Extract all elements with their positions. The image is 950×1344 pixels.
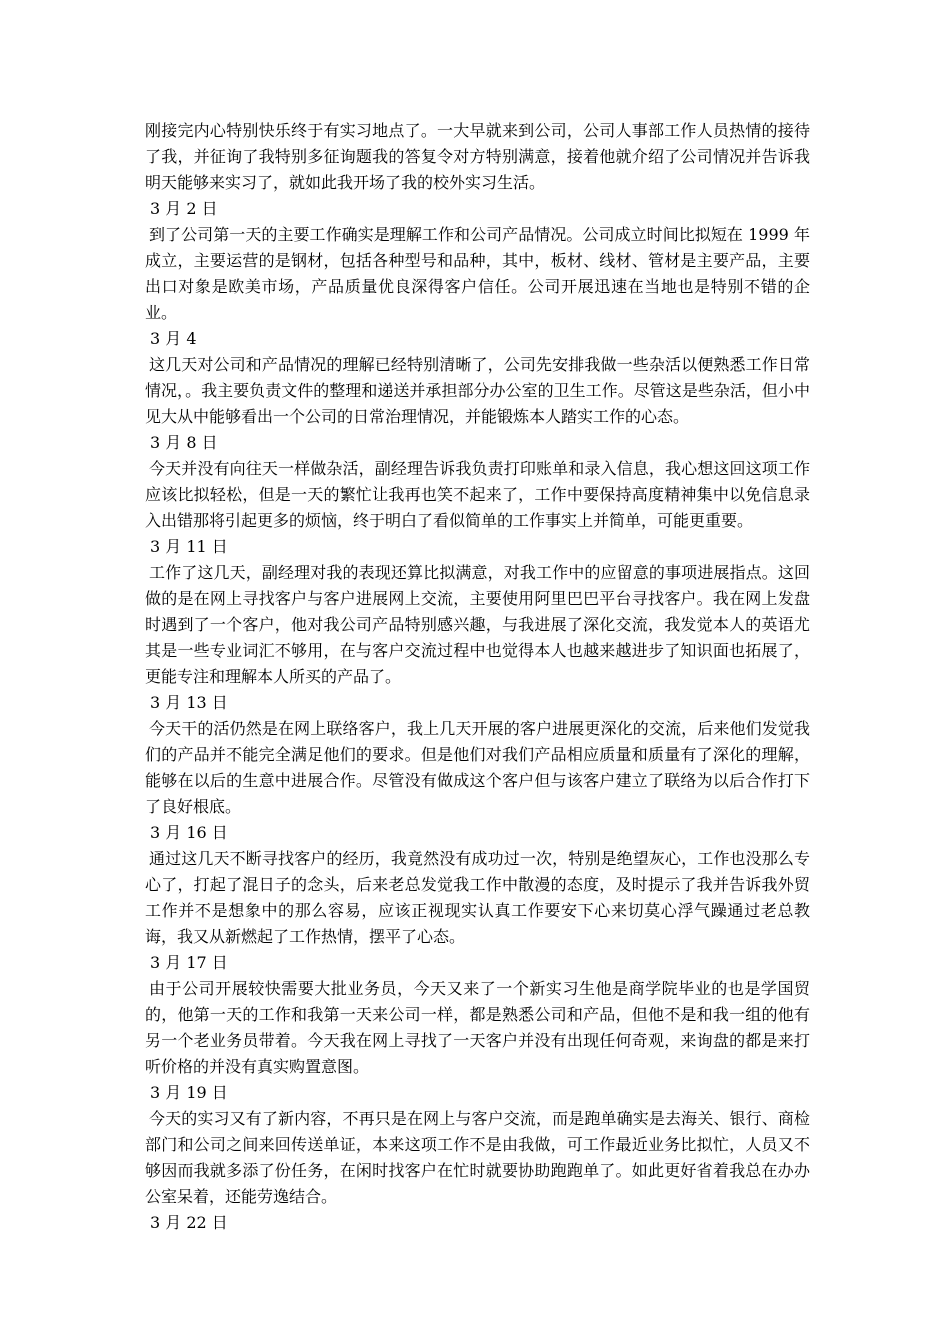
entry-paragraph: 工作了这几天，副经理对我的表现还算比拟满意，对我工作中的应留意的事项进展指点。这回做的是在网上寻找客户与客户进展网上交流，主要使用阿里巴巴平台寻找客户。我在网上发盘时遇到了一个客户，他对我公司产品特别感兴趣，与我进展了深化交流，我发觉本人的英语尤其是一些专业词汇不够用，在与客户交流过程中也觉得本人也越来越进步了知识面也拓展了，更能专注和理解本人所买的产品了。 bbox=[145, 563, 810, 686]
entry-date: 3 月 4 bbox=[150, 329, 197, 348]
entry-paragraph: 这几天对公司和产品情况的理解已经特别清晰了，公司先安排我做一些杂活以便熟悉工作日常情况，。我主要负责文件的整理和递送并承担部分办公室的卫生工作。尽管这是些杂活，但小中见大从中能够看出一个公司的日常治理情况，并能锻炼本人踏实工作的心态。 bbox=[145, 355, 810, 426]
intro-paragraph: 刚接完内心特别快乐终于有实习地点了。一大早就来到公司，公司人事部工作人员热情的接待了我，并征询了我特别多征询题我的答复令对方特别满意，接着他就介绍了公司情况并告诉我明天能够来实习了，就如此我开场了我的校外实习生活。 bbox=[145, 121, 810, 192]
entry-paragraph: 今天并没有向往天一样做杂活，副经理告诉我负责打印账单和录入信息，我心想这回这项工作应该比拟轻松，但是一天的繁忙让我再也笑不起来了，工作中要保持高度精神集中以免信息录入出错那将引起更多的烦恼，终于明白了看似简单的工作事实上并简单，可能更重要。 bbox=[145, 459, 810, 530]
entry-paragraph: 今天的实习又有了新内容，不再只是在网上与客户交流，而是跑单确实是去海关、银行、商检部门和公司之间来回传送单证，本来这项工作不是由我做，可工作最近业务比拟忙，人员又不够因而我就多添了份任务，在闲时找客户在忙时就要协助跑跑单了。如此更好省着我总在办办公室呆着，还能劳逸结合。 bbox=[145, 1109, 810, 1206]
entry-date: 3 月 17 日 bbox=[150, 953, 228, 972]
entry-date: 3 月 11 日 bbox=[150, 537, 228, 556]
entry-paragraph: 今天干的活仍然是在网上联络客户，我上几天开展的客户进展更深化的交流，后来他们发觉我们的产品并不能完全满足他们的要求。但是他们对我们产品相应质量和质量有了深化的理解，能够在以后的生意中进展合作。尽管没有做成这个客户但与该客户建立了联络为以后合作打下了良好根底。 bbox=[145, 719, 810, 816]
entry-date: 3 月 2 日 bbox=[150, 199, 218, 218]
entry-paragraph: 通过这几天不断寻找客户的经历，我竟然没有成功过一次，特别是绝望灰心，工作也没那么专心了，打起了混日子的念头，后来老总发觉我工作中散漫的态度，及时提示了我并告诉我外贸工作并不是想象中的那么容易，应该正视现实认真工作要安下心来切莫心浮气躁通过老总教诲，我又从新燃起了工作热情，摆平了心态。 bbox=[145, 849, 810, 946]
document-body bbox=[145, 118, 810, 1236]
entry-date: 3 月 8 日 bbox=[150, 433, 218, 452]
entry-date: 3 月 16 日 bbox=[150, 823, 228, 842]
entry-date: 3 月 22 日 bbox=[150, 1213, 228, 1232]
entry-date: 3 月 13 日 bbox=[150, 693, 228, 712]
entry-date: 3 月 19 日 bbox=[150, 1083, 228, 1102]
entry-paragraph: 由于公司开展较快需要大批业务员，今天又来了一个新实习生他是商学院毕业的也是学国贸的，他第一天的工作和我第一天来公司一样，都是熟悉公司和产品，但他不是和我一组的他有另一个老业务员带着。今天我在网上寻找了一天客户并没有出现任何奇观，来询盘的都是来打听价格的并没有真实购置意图。 bbox=[145, 979, 810, 1076]
entry-paragraph: 到了公司第一天的主要工作确实是理解工作和公司产品情况。公司成立时间比拟短在 1999 年成立，主要运营的是钢材，包括各种型号和品种，其中，板材、线材、管材是主要产品，主要出口对象是欧美市场，产品质量优良深得客户信任。公司开展迅速在当地也是特别不错的企业。 bbox=[145, 225, 810, 322]
